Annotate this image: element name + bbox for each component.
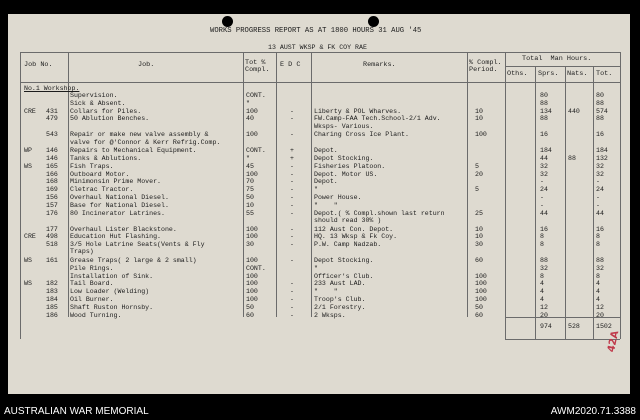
row-sprs: 88 xyxy=(540,115,548,123)
row-tot-compl: 100 xyxy=(246,233,258,241)
row-sprs: 16 xyxy=(540,225,548,233)
row-job: Shaft Ruston Hornsby. xyxy=(70,303,154,311)
row-total: 184 xyxy=(596,147,608,155)
row-remarks: Liberty & POL Wharves. xyxy=(314,107,402,115)
row-tot-compl: 75 xyxy=(246,186,254,194)
row-remarks: " xyxy=(314,264,318,272)
row-pct-period: 60 xyxy=(475,311,483,319)
row-remarks: Charing Cross Ice Plant. xyxy=(314,131,409,139)
row-pct-period: 25 xyxy=(475,209,483,217)
row-tot-compl: 10 xyxy=(246,201,254,209)
row-total: 20 xyxy=(596,311,604,319)
institution-name: AUSTRALIAN WAR MEMORIAL xyxy=(4,406,149,417)
row-prefix: WP xyxy=(24,147,32,155)
row-job-number: 157 xyxy=(46,201,58,209)
row-job: Wood Turning. xyxy=(70,311,122,319)
row-edc: - xyxy=(290,288,294,296)
row-remarks: P.W. Camp Nadzab. xyxy=(314,241,382,249)
row-edc: - xyxy=(290,162,294,170)
row-job-number: 184 xyxy=(46,296,58,303)
row-remarks: Depot.( % Compl.shown last return should read 30% ) xyxy=(314,209,445,224)
row-job: Low Loader (Welding) xyxy=(70,288,150,296)
row-remarks: Depot. xyxy=(314,147,338,155)
row-edc: - xyxy=(290,303,294,311)
row-prefix: CRE xyxy=(24,107,36,115)
row-sprs: 4 xyxy=(540,296,544,303)
row-edc: - xyxy=(290,280,294,288)
row-sprs: 32 xyxy=(540,264,548,272)
row-edc: - xyxy=(290,225,294,233)
row-job-number: 518 xyxy=(46,241,58,249)
row-pct-period: 10 xyxy=(475,225,483,233)
row-tot-compl: 100 xyxy=(246,257,258,264)
row-remarks: Depot. Motor US. xyxy=(314,170,378,178)
row-sprs: 80 xyxy=(540,92,548,99)
row-job: Pile Rings. xyxy=(70,264,114,272)
row-job: Collars for Piles. xyxy=(70,107,142,115)
row-sprs: 16 xyxy=(540,131,548,139)
row-remarks: " " xyxy=(314,201,338,209)
total-tot: 1502 xyxy=(596,323,612,330)
row-remarks: 112 Aust Con. Depot. xyxy=(314,225,394,233)
row-remarks: Depot Stocking. xyxy=(314,257,374,264)
row-pct-period: 20 xyxy=(475,170,483,178)
row-tot-compl: CONT. xyxy=(246,147,266,155)
row-tot-compl: 100 xyxy=(246,131,258,139)
row-job: Installation of Sink. xyxy=(70,272,154,280)
row-sprs: 4 xyxy=(540,280,544,288)
row-sprs: 4 xyxy=(540,288,544,296)
row-total: 4 xyxy=(596,280,600,288)
row-pct-period: 50 xyxy=(475,303,483,311)
row-edc: - xyxy=(290,241,294,249)
row-job: 80 Incinerator Latrines. xyxy=(70,209,165,217)
row-total: 132 xyxy=(596,155,608,162)
row-job: Oil Burner. xyxy=(70,296,114,303)
row-edc: - xyxy=(290,296,294,303)
row-sprs: 24 xyxy=(540,186,548,194)
row-tot-compl: " xyxy=(246,99,250,107)
unit-name: 13 AUST WKSP & FK COY RAE xyxy=(268,44,367,51)
row-job-number: 186 xyxy=(46,311,58,319)
row-total: 88 xyxy=(596,257,604,264)
row-total: 24 xyxy=(596,186,604,194)
row-tot-compl: 100 xyxy=(246,288,258,296)
header-edc: E D C xyxy=(280,61,301,69)
row-job: Fish Traps. xyxy=(70,162,114,170)
row-edc: - xyxy=(290,194,294,201)
handwritten-annotation: 42A xyxy=(606,329,622,354)
row-sprs: 32 xyxy=(540,170,548,178)
row-total: 4 xyxy=(596,288,600,296)
row-sprs: - xyxy=(540,178,544,186)
header-job: Job. xyxy=(138,61,155,69)
row-job: Grease Traps( 2 large & 2 small) xyxy=(70,257,197,264)
row-tot-compl: 40 xyxy=(246,115,254,123)
row-total: 16 xyxy=(596,131,604,139)
row-edc: - xyxy=(290,209,294,217)
header-oths: Oths. xyxy=(507,70,528,78)
row-sprs: 44 xyxy=(540,155,548,162)
row-total: 32 xyxy=(596,170,604,178)
row-job-number: 185 xyxy=(46,303,58,311)
row-pct-period: 5 xyxy=(475,186,479,194)
row-total: - xyxy=(596,201,600,209)
row-total: 32 xyxy=(596,162,604,170)
row-tot-compl: 100 xyxy=(246,225,258,233)
row-total: - xyxy=(596,194,600,201)
header-nats: Nats. xyxy=(567,70,588,78)
row-job-number: 161 xyxy=(46,257,58,264)
row-job-number: 146 xyxy=(46,147,58,155)
row-sprs: 44 xyxy=(540,209,548,217)
row-job: Tail Board. xyxy=(70,280,114,288)
row-sprs: 184 xyxy=(540,147,552,155)
row-sprs: 20 xyxy=(540,311,548,319)
row-pct-period: 100 xyxy=(475,272,487,280)
row-job: 50 Ablution Benches. xyxy=(70,115,150,123)
row-edc: - xyxy=(290,170,294,178)
row-job: Minimonsin Prime Mover. xyxy=(70,178,162,186)
row-remarks: Depot Stocking. xyxy=(314,155,374,162)
row-job-number: 176 xyxy=(46,209,58,217)
row-sprs: 8 xyxy=(540,233,544,241)
row-sprs: 8 xyxy=(540,272,544,280)
row-edc: - xyxy=(290,311,294,319)
header-job-no: Job No. xyxy=(24,61,53,69)
archive-caption-bar xyxy=(0,404,640,420)
row-tot-compl: 60 xyxy=(246,311,254,319)
row-pct-period: 10 xyxy=(475,233,483,241)
row-total: 8 xyxy=(596,272,600,280)
header-tot-compl: Tot % Compl. xyxy=(245,59,270,75)
row-tot-compl: 50 xyxy=(246,194,254,201)
row-sprs: 88 xyxy=(540,257,548,264)
row-sprs: 88 xyxy=(540,99,548,107)
header-tot: Tot. xyxy=(596,70,613,78)
row-pct-period: 10 xyxy=(475,115,483,123)
row-job: Education Hut Flashing. xyxy=(70,233,162,241)
row-remarks: " xyxy=(314,186,318,194)
row-sprs: 32 xyxy=(540,162,548,170)
row-tot-compl: 100 xyxy=(246,272,258,280)
row-job-number: 168 xyxy=(46,178,58,186)
row-job: Tanks & Ablutions. xyxy=(70,155,142,162)
punch-hole-right xyxy=(368,16,379,27)
row-remarks: " " xyxy=(314,288,338,296)
row-sprs: 134 xyxy=(540,107,552,115)
row-pct-period: 5 xyxy=(475,162,479,170)
row-prefix: WS xyxy=(24,162,32,170)
row-total: 32 xyxy=(596,264,604,272)
row-total: 574 xyxy=(596,107,608,115)
row-edc: + xyxy=(290,147,294,155)
row-job: Cletrac Tractor. xyxy=(70,186,134,194)
row-tot-compl: CONT. xyxy=(246,264,266,272)
row-tot-compl: 55 xyxy=(246,209,254,217)
row-sprs: 12 xyxy=(540,303,548,311)
row-remarks: Troop's Club. xyxy=(314,296,366,303)
row-nats: 88 xyxy=(568,155,576,162)
row-job-number: 177 xyxy=(46,225,58,233)
row-tot-compl: 100 xyxy=(246,280,258,288)
row-prefix: WS xyxy=(24,257,32,264)
row-total: 88 xyxy=(596,115,604,123)
row-remarks: Fisheries Platoon. xyxy=(314,162,386,170)
row-sprs: - xyxy=(540,201,544,209)
row-edc: + xyxy=(290,155,294,162)
row-job: 3/5 Hole Latrine Seats(Vents & Fly Traps) xyxy=(70,241,205,256)
row-tot-compl: CONT. xyxy=(246,92,266,99)
row-job-number: 182 xyxy=(46,280,58,288)
row-remarks: Depot. xyxy=(314,178,338,186)
total-nats: 528 xyxy=(568,323,580,330)
accession-number: AWM2020.71.3388 xyxy=(550,406,636,417)
row-edc: - xyxy=(290,201,294,209)
row-total: 8 xyxy=(596,241,600,249)
row-pct-period: 100 xyxy=(475,296,487,303)
row-pct-period: 100 xyxy=(475,280,487,288)
row-edc: - xyxy=(290,257,294,264)
row-prefix: WS xyxy=(24,280,32,288)
row-total: 16 xyxy=(596,225,604,233)
row-tot-compl: 50 xyxy=(246,303,254,311)
header-total-man-hours: Total Man Hours. xyxy=(522,55,592,63)
row-edc: - xyxy=(290,178,294,186)
header-pct-period: % Compl. Period. xyxy=(469,59,502,75)
row-pct-period: 10 xyxy=(475,107,483,115)
row-job-number: 146 xyxy=(46,155,58,162)
row-tot-compl: 100 xyxy=(246,296,258,303)
row-prefix: CRE xyxy=(24,233,36,241)
row-job-number: 183 xyxy=(46,288,58,296)
row-total: 80 xyxy=(596,92,604,99)
row-tot-compl: 70 xyxy=(246,178,254,186)
row-job: Overhaul National Diesel. xyxy=(70,194,169,201)
row-tot-compl: " xyxy=(246,155,250,162)
row-job: Outboard Motor. xyxy=(70,170,130,178)
row-pct-period: 100 xyxy=(475,131,487,139)
row-job: Repairs to Mechanical Equipment. xyxy=(70,147,197,155)
row-job-number: 431 xyxy=(46,107,58,115)
row-tot-compl: 100 xyxy=(246,170,258,178)
row-job-number: 166 xyxy=(46,170,58,178)
section-title: No.1 Workshop. xyxy=(24,85,80,92)
row-job-number: 543 xyxy=(46,131,58,139)
row-total: 4 xyxy=(596,296,600,303)
row-edc: - xyxy=(290,115,294,123)
header-sprs: Sprs. xyxy=(538,70,559,78)
row-tot-compl: 30 xyxy=(246,241,254,249)
row-job: Sick & Absent. xyxy=(70,99,126,107)
row-total: 88 xyxy=(596,99,604,107)
row-pct-period: 100 xyxy=(475,288,487,296)
punch-hole-left xyxy=(222,16,233,27)
row-total: 8 xyxy=(596,233,600,241)
row-remarks: Power House. xyxy=(314,194,362,201)
row-job: Base for National Diesel. xyxy=(70,201,169,209)
row-sprs: 8 xyxy=(540,241,544,249)
row-remarks: Officer's Club. xyxy=(314,272,374,280)
row-edc: - xyxy=(290,186,294,194)
row-pct-period: 60 xyxy=(475,257,483,264)
row-total: - xyxy=(596,178,600,186)
row-job-number: 169 xyxy=(46,186,58,194)
row-remarks: FW.Camp-FAA Tech.School-2/1 Adv. Wksps- Various. xyxy=(314,115,441,130)
row-edc: - xyxy=(290,233,294,241)
row-job: Supervision. xyxy=(70,92,118,99)
row-job-number: 479 xyxy=(46,115,58,123)
row-remarks: 2/1 Forestry. xyxy=(314,303,366,311)
row-job-number: 498 xyxy=(46,233,58,241)
row-remarks: 233 Aust LAD. xyxy=(314,280,366,288)
row-job-number: 165 xyxy=(46,162,58,170)
row-total: 44 xyxy=(596,209,604,217)
row-total: 12 xyxy=(596,303,604,311)
row-edc: - xyxy=(290,131,294,139)
row-pct-period: 30 xyxy=(475,241,483,249)
row-sprs: - xyxy=(540,194,544,201)
row-edc: - xyxy=(290,107,294,115)
report-title: WORKS PROGRESS REPORT AS AT 1800 HOURS 31 AUG '45 xyxy=(210,27,422,35)
row-job: Overhaul Lister Blackstone. xyxy=(70,225,177,233)
header-remarks: Remarks. xyxy=(363,61,396,69)
row-job-number: 156 xyxy=(46,194,58,201)
total-sprs: 974 xyxy=(540,323,552,330)
row-tot-compl: 45 xyxy=(246,162,254,170)
report-sheet xyxy=(8,14,630,394)
row-job: Repair or make new valve assembly & valve for @'Connor & Kerr Refrig.Comp. xyxy=(70,131,221,146)
row-remarks: HQ. 13 Wksp & Fk Coy. xyxy=(314,233,398,241)
row-remarks: 2 Wksps. xyxy=(314,311,346,319)
row-nats: 440 xyxy=(568,107,580,115)
row-tot-compl: 100 xyxy=(246,107,258,115)
